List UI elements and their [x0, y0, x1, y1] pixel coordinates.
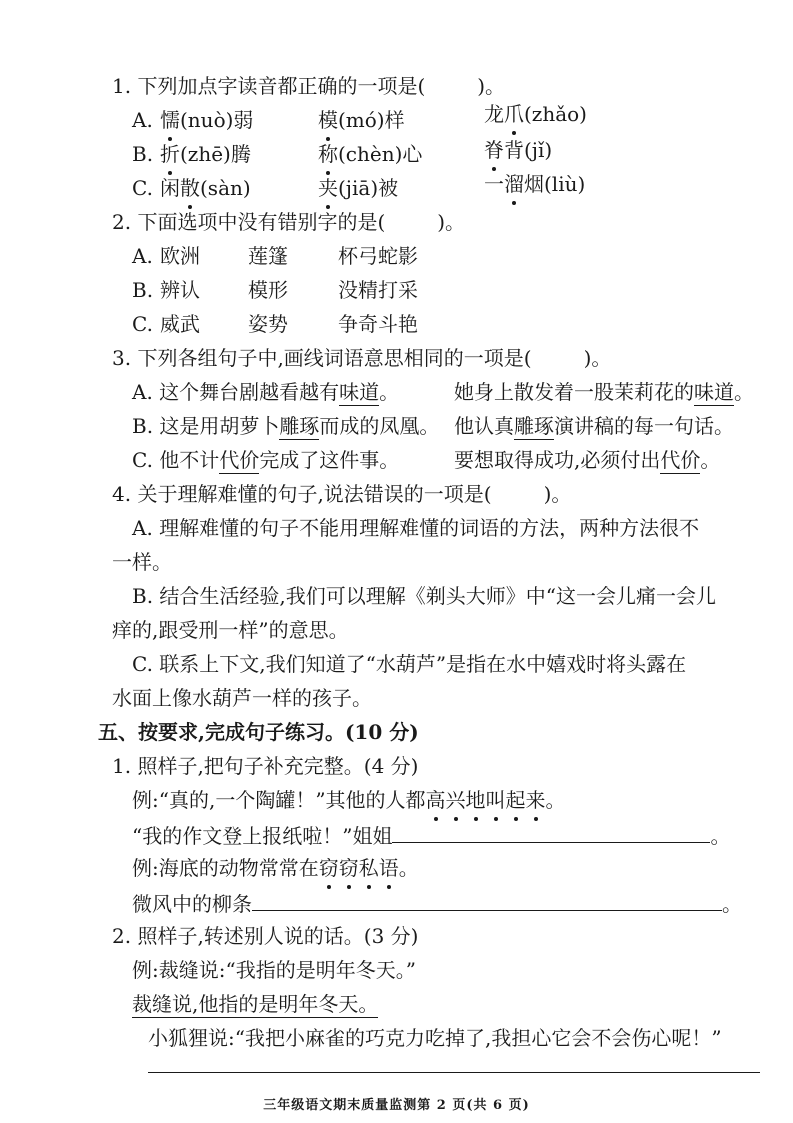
- q4-option-b-line1: B. 结合生活经验,我们可以理解《剃头大师》中“这一会儿痛一会儿: [132, 584, 716, 608]
- q3-option-b-left: B. 这是用胡萝卜雕琢而成的凤凰。: [132, 414, 440, 438]
- q2-option-c-word1: 威武: [160, 312, 200, 336]
- q4-option-a-line2: 一样。: [112, 550, 172, 574]
- q2-option-a-word3: 杯弓蛇影: [338, 244, 418, 268]
- q1-option-c-item1: 闲散(sàn): [160, 176, 251, 200]
- q2-option-b-word1: 辨认: [160, 278, 200, 302]
- q4-option-c-line2: 水面上像水葫芦一样的孩子。: [112, 686, 372, 710]
- s5-part1-title: 1. 照样子,把句子补充完整。(4 分): [112, 754, 419, 778]
- fill2-answer-line[interactable]: [252, 888, 722, 911]
- q3-option-c-left: C. 他不计代价完成了这件事。: [132, 448, 400, 472]
- q2-option-a-label: A.: [132, 244, 153, 268]
- q1-option-b-item3: 脊背(jǐ): [484, 138, 553, 162]
- q1-option-b-label: B.: [132, 142, 154, 166]
- s5-fill2: 微风中的柳条 。: [132, 888, 742, 918]
- s5-fill1: “我的作文登上报纸啦！”姐姐 。: [132, 820, 730, 850]
- q1-option-a-item1: 懦(nuò)弱: [160, 108, 254, 132]
- s5-part2-example: 例:裁缝说:“我指的是明年冬天。”: [132, 958, 416, 982]
- q1-option-c-item2: 夹(jiā)被: [318, 176, 399, 200]
- s5-example1: 例:“真的,一个陶罐！”其他的人都高兴地叫起来。: [132, 788, 566, 812]
- q2-option-a-word1: 欧洲: [160, 244, 200, 268]
- q4-option-a-line1: A. 理解难懂的句子不能用理解难懂的词语的方法，两种方法很不: [132, 516, 700, 540]
- q1-option-a-item3: 龙爪(zhǎo): [484, 102, 587, 126]
- q1-option-c-label: C.: [132, 176, 153, 200]
- q2-option-b-word3: 没精打采: [338, 278, 418, 302]
- q2-option-c-word2: 姿势: [248, 312, 288, 336]
- q1-option-b-item1: 折(zhē)腾: [160, 142, 251, 166]
- q4-stem: 4. 关于理解难懂的句子,说法错误的一项是( )。: [112, 482, 572, 506]
- q1-stem: 1. 下列加点字读音都正确的一项是( )。: [112, 74, 506, 98]
- q1-option-b-item2: 称(chèn)心: [318, 142, 423, 166]
- q4-option-c-line1: C. 联系上下文,我们知道了“水葫芦”是指在水中嬉戏时将头露在: [132, 652, 687, 676]
- s5-part2-title: 2. 照样子,转述别人说的话。(3 分): [112, 924, 419, 948]
- q2-option-a-word2: 莲篷: [248, 244, 288, 268]
- s5-part2-task: 小狐狸说:“我把小麻雀的巧克力吃掉了,我担心它会不会伤心呢！”: [148, 1026, 722, 1050]
- s5-example2: 例:海底的动物常常在窃窃私语。: [132, 856, 419, 880]
- q2-option-b-label: B.: [132, 278, 154, 302]
- answer-line[interactable]: [148, 1072, 760, 1073]
- fill1-answer-line[interactable]: [392, 820, 710, 843]
- q1-option-a-label: A.: [132, 108, 153, 132]
- q2-option-b-word2: 模形: [248, 278, 288, 302]
- section-5-title: 五、按要求,完成句子练习。(10 分): [98, 720, 419, 744]
- page-footer: 三年级语文期末质量监测第 2 页(共 6 页): [263, 1098, 530, 1113]
- q3-option-b-right: 他认真雕琢演讲稿的每一句话。: [454, 414, 734, 438]
- q2-stem: 2. 下面选项中没有错别字的是( )。: [112, 210, 466, 234]
- q1-option-c-item3: 一溜烟(liù): [484, 172, 586, 196]
- q3-stem: 3. 下列各组句子中,画线词语意思相同的一项是( )。: [112, 346, 612, 370]
- s5-part2-example-answer: 裁缝说,他指的是明年冬天。: [132, 992, 379, 1016]
- q3-option-a-left: A. 这个舞台剧越看越有味道。: [132, 380, 400, 404]
- q3-option-a-right: 她身上散发着一股茉莉花的味道。: [454, 380, 754, 404]
- q3-option-c-right: 要想取得成功,必须付出代价。: [454, 448, 721, 472]
- q4-option-b-line2: 痒的,跟受刑一样”的意思。: [112, 618, 349, 642]
- q2-option-c-label: C.: [132, 312, 153, 336]
- q1-option-a-item2: 模(mó)样: [318, 108, 405, 132]
- q2-option-c-word3: 争奇斗艳: [338, 312, 418, 336]
